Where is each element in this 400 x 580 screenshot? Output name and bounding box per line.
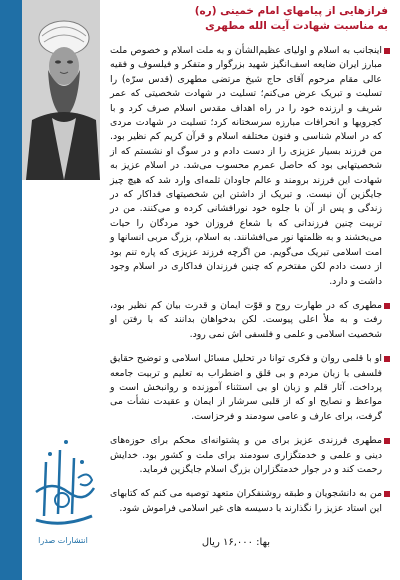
- quote-paragraph: [110, 352, 390, 424]
- bullet-square-icon: [384, 48, 390, 54]
- spine-strip: [0, 0, 22, 580]
- quote-text: مطهری که در طهارت روح و قوّت ایمان و قدرت بیان کم نظیر بود، رفت و به ملأ اعلی پیوست. لکن بدخواهان بدانند که با رفتن او شخصیت اسلامی و علمی و فلسفی اش نمی رود.: [110, 299, 382, 340]
- quote-text: مطهری فرزندی عزیز برای من و پشتوانه‌ای محکم برای حوزه‌های دینی و علمی و خدمتگزاری سودمند برای ملت و کشور بود. خدایش رحمت کند و در جوار خدمتگزاران بزرگ اسلام جایگزین فرماید.: [110, 435, 382, 475]
- spine-text: [2, 380, 20, 510]
- author-portrait: [22, 0, 100, 180]
- bullet-square-icon: [384, 491, 390, 497]
- bullet-square-icon: [384, 356, 390, 362]
- bullet-square-icon: [384, 438, 390, 444]
- quote-text: او با قلمی روان و فکری توانا در تحلیل مسائل اسلامی و توضیح حقایق فلسفی با زبان مردم و بی قلق و اضطراب به تعلیم و تربیت جامعه پرداخت. آثار قلم و زبان او بی استثناء آموزنده و روانبخش است و مواعظ و نصایح او که از قلبی سرشار از ایمان و عقیدت نشأت می گرفت، برای عارف و عامی سودمند و فرحزاست.: [110, 353, 382, 422]
- header-line-1: فرازهایی از پیامهای امام خمینی (ره): [194, 5, 388, 17]
- price-label: بها: ۱۶,۰۰۰ ریال: [201, 537, 270, 548]
- bullet-square-icon: [384, 303, 390, 309]
- quote-text: اینجانب به اسلام و اولیای عظیم‌الشأن و به ملت اسلام و خصوص ملت مبارز ایران ضایعه اسف‌انگیز شهید بزرگوار و متفکر و فیلسوف و فقیه عالی مقام مرحوم آقای حاج شیخ مرتضی مطهری (قدس سرّه) را تسلیت و تبریک عرض می‌کنم؛ تسلیت در شهادت شخصیتی که عمر شریف و ارزنده خود را در راه اهداف مقدس اسلام صرف کرد و با کجرویها و انحرافات مبارزه سرسختانه کرد؛ تسلیت در شهادت مردی که در اسلام شناسی و فنون مختلفه اسلام و قرآن کریم کم نظیر بود. من فرزند بسیار عزیزی را از دست دادم و در سوگ او نشستم که از شخصیتهایی بود که حاصل عمرم محسوب می‌شد. در اسلام عزیز به شهادت این فرزند برومند و عالم جاودان ثلمه‌ای وارد شد که هیچ چیز جایگزین آن نیست. و تبریک از داشتن این شخصیتهای فداکار که در زندگی و پس از آن با جلوه خود نورافشانی کرده و می‌کنند. من در تربیت چنین فرزندانی که با شعاع فروزان خود مردگان را حیات می‌بخشند و به ظلمتها نور می‌افشانند. به اسلام، بزرگ مربی انسانها و امت اسلامی تبریک می‌گویم. من اگرچه فرزند عزیزی که پاره تنم بود از دست دادم لکن مفتخرم که چنین فرزندان فداکاری در اسلام وجود داشت و دارد.: [110, 45, 382, 287]
- portrait-image: [22, 0, 100, 180]
- quote-text: من به دانشجویان و طبقه روشنفکران متعهد توصیه می کنم که کتابهای این استاد عزیز را نگذارند با دسیسه های غیر اسلامی فراموش شود.: [110, 488, 382, 514]
- header-line-2: به مناسبت شهادت آیت الله مطهری: [205, 20, 388, 32]
- quotes-body: [110, 44, 390, 514]
- quote-paragraph: [110, 44, 390, 289]
- header-title: [110, 4, 388, 48]
- quote-paragraph: [110, 434, 390, 477]
- publisher-logo: [22, 432, 104, 552]
- quote-paragraph: [110, 487, 390, 516]
- quote-paragraph: [110, 299, 390, 342]
- calligraphy-logo-icon: [22, 432, 104, 532]
- publisher-name: انتشارات صدرا: [38, 536, 88, 545]
